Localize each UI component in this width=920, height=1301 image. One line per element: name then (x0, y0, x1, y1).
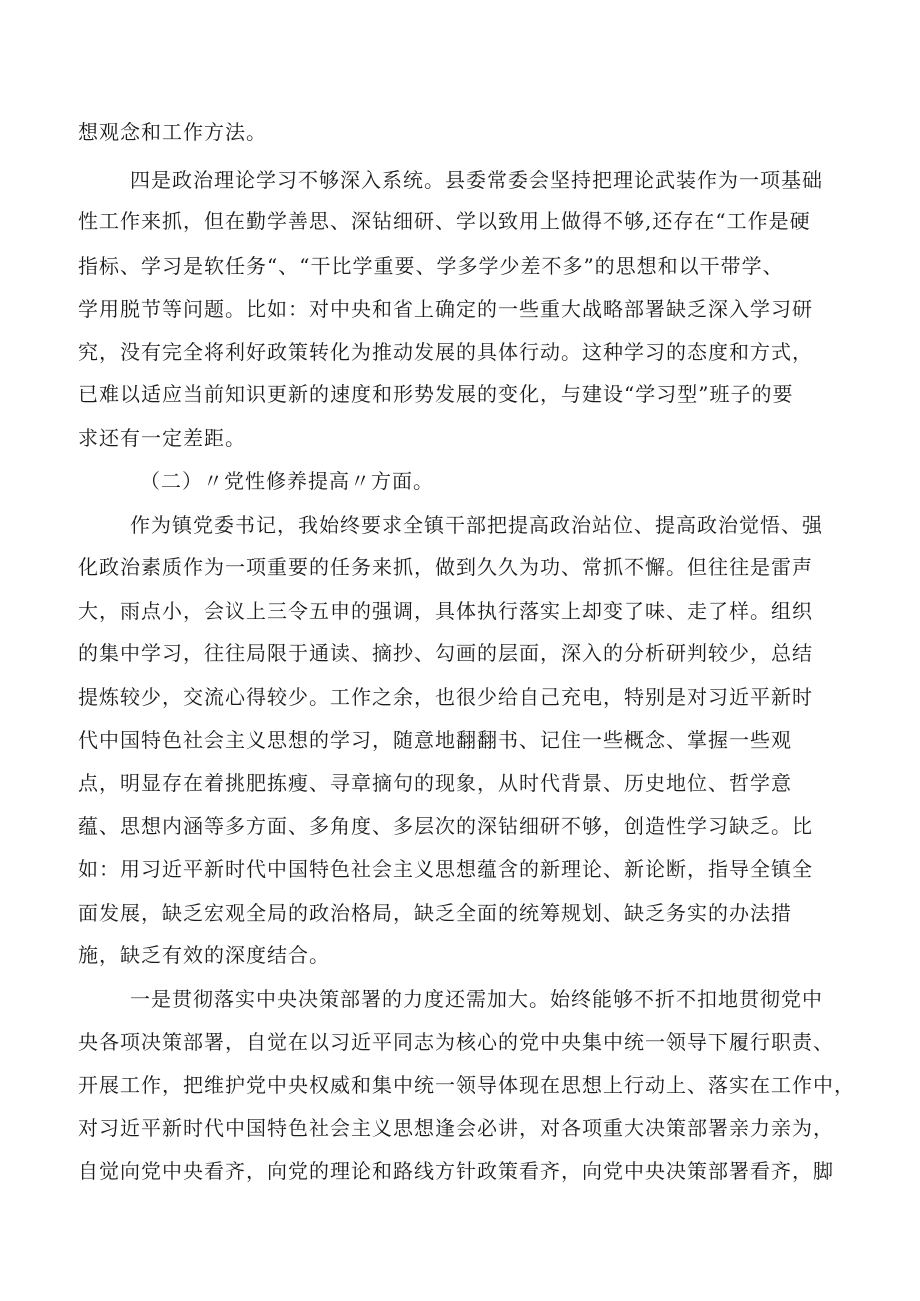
text-line: 四是政治理论学习不够深入系统。县委常委会坚持把理论武装作为一项基础 (130, 168, 823, 192)
text-line: 施，缺乏有效的深度结合。 (78, 943, 330, 967)
text-line: 想观念和工作方法。 (78, 120, 267, 144)
text-line: 开展工作，把维护党中央权威和集中统一领导体现在思想上行动上、落实在工作中， (78, 1073, 855, 1097)
text-line: 究，没有完全将利好政策转化为推动发展的具体行动。这种学习的态度和方式， (78, 340, 813, 364)
text-line: 指标、学习是软任务“、“干比学重要、学多学少差不多”的思想和以干带学、 (78, 254, 784, 278)
text-line: 点，明显存在着挑肥拣瘦、寻章摘句的现象，从时代背景、历史地位、哲学意 (78, 771, 792, 795)
text-line: 如：用习近平新时代中国特色社会主义思想蕴含的新理论、新论断，指导全镇全 (78, 857, 813, 881)
section-heading: （二）〃党性修养提高〃方面。 (140, 469, 434, 493)
text-line: 求还有一定差距。 (78, 426, 246, 450)
text-line: 作为镇党委书记，我始终要求全镇干部把提高政治站位、提高政治觉悟、强 (130, 513, 823, 537)
text-line: 蕴、思想内涵等多方面、多角度、多层次的深钻细研不够，创造性学习缺乏。比 (78, 814, 813, 838)
text-line: 面发展，缺乏宏观全局的政治格局，缺乏全面的统筹规划、缺乏务实的办法措 (78, 901, 792, 925)
text-line: 的集中学习，往往局限于通读、摘抄、勾画的层面，深入的分析研判较少，总结 (78, 641, 813, 665)
text-line: 提炼较少，交流心得较少。工作之余，也很少给自己充电，特别是对习近平新时 (78, 685, 813, 709)
text-line: 性工作来抓，但在勤学善思、深钻细研、学以致用上做得不够,还存在“工作是硬 (78, 209, 811, 233)
text-line: 学用脱节等问题。比如：对中央和省上确定的一些重大战略部署缺乏深入学习研 (78, 297, 813, 321)
text-line: 化政治素质作为一项重要的任务来抓，做到久久为功、常抓不懈。但往往是雷声 (78, 555, 813, 579)
text-line: 自觉向党中央看齐，向党的理论和路线方针政策看齐，向党中央决策部署看齐，脚 (78, 1159, 834, 1183)
text-line: 大，雨点小，会议上三令五申的强调，具体执行落实上却变了味、走了样。组织 (78, 599, 813, 623)
text-line: 央各项决策部署，自觉在以习近平同志为核心的党中央集中统一领导下履行职责、 (78, 1030, 834, 1054)
text-line: 对习近平新时代中国特色社会主义思想逢会必讲，对各项重大决策部署亲力亲为， (78, 1116, 834, 1140)
text-line: 一是贯彻落实中央决策部署的力度还需加大。始终能够不折不扣地贯彻党中 (130, 987, 823, 1011)
text-line: 已难以适应当前知识更新的速度和形势发展的变化，与建设“学习型”班子的要 (78, 382, 794, 406)
text-line: 代中国特色社会主义思想的学习，随意地翻翻书、记住一些概念、掌握一些观 (78, 728, 792, 752)
